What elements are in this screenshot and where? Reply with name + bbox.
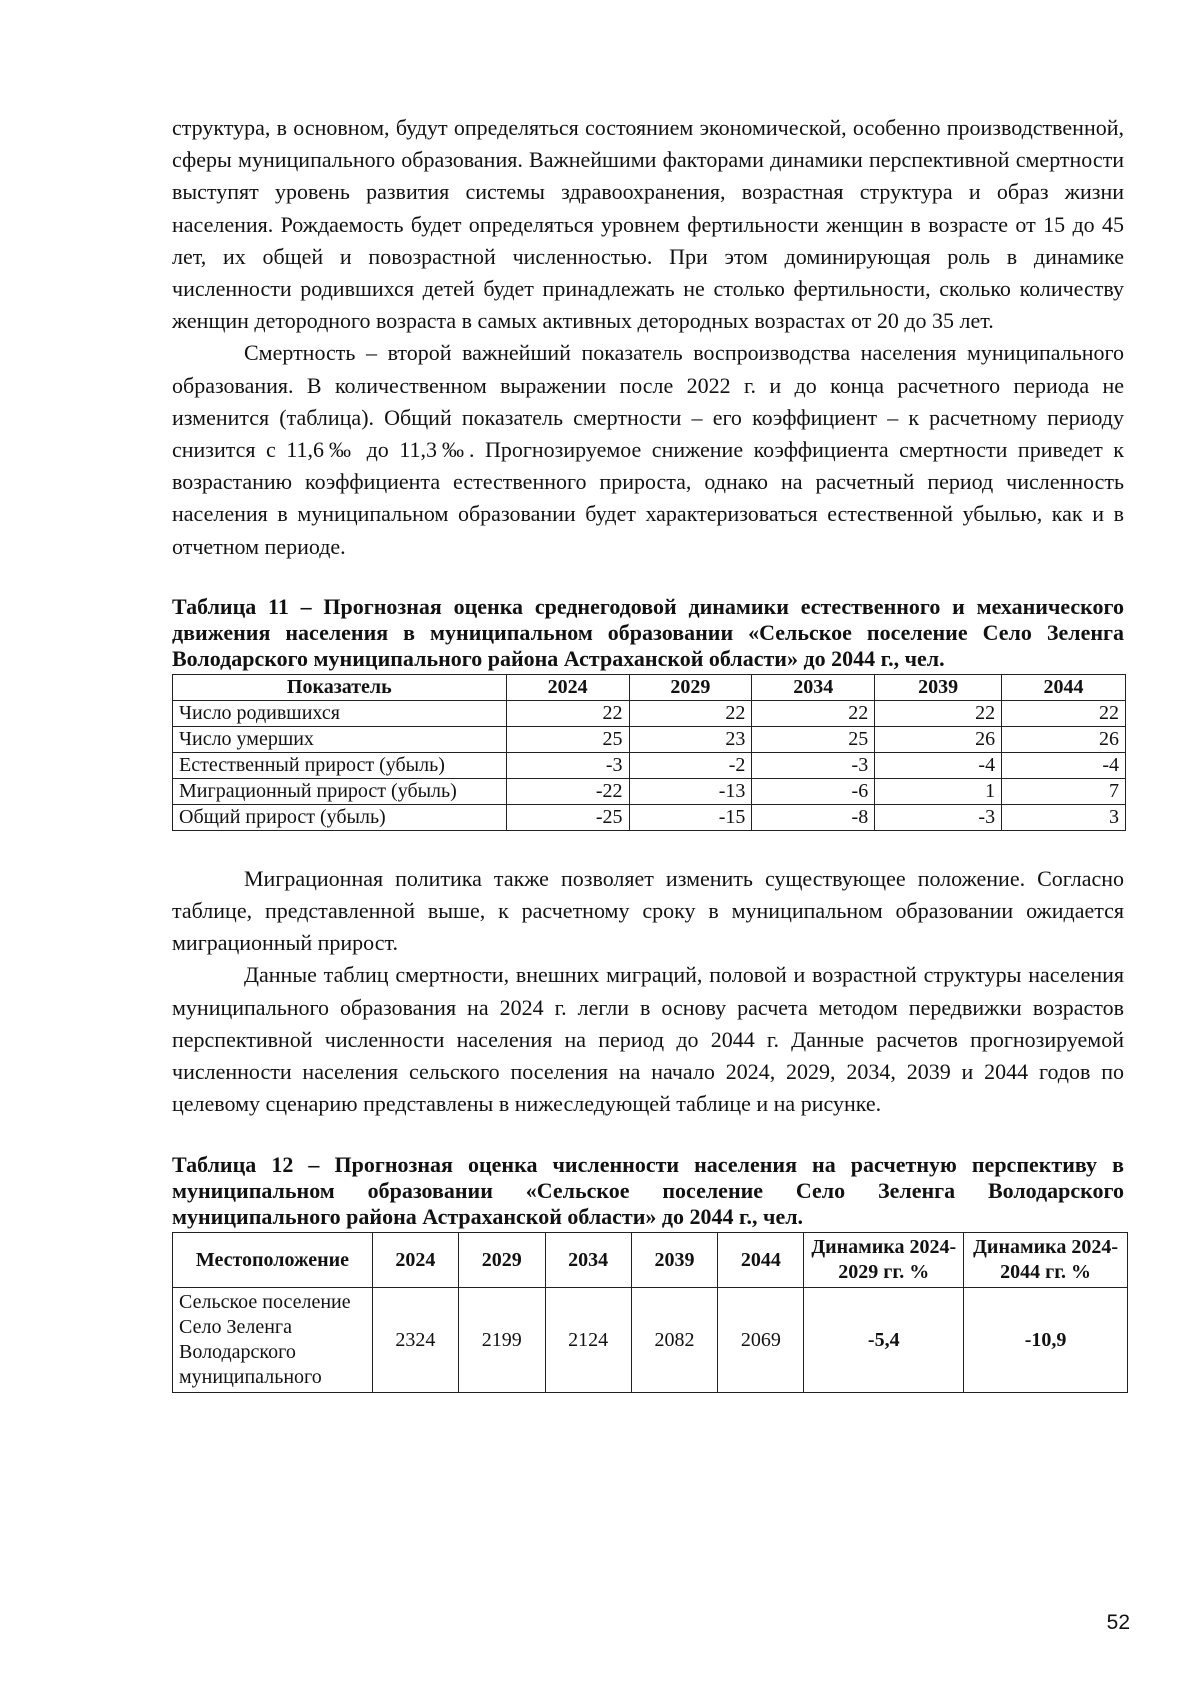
table-row [173, 700, 1126, 726]
table-cell: -8 [752, 804, 875, 830]
table-cell: -4 [1002, 752, 1126, 778]
paragraph-4: Данные таблиц смертности, внешних миграций, половой и возрастной структуры населения муниципального образования на 2024 г. легли в основу расчета методом передвижки возрастов перспективной численности населения на период до 2044 г. Данные расчетов прогнозируемой численности населения сельского поселения на начало 2024, 2029, 2034, 2039 и 2044 годов по целевому сценарию представлены в нижеследующей таблице и на рисунке. [172, 962, 1124, 1117]
table-cell: 22 [1002, 700, 1126, 726]
table-cell: 26 [1002, 726, 1126, 752]
table-cell: 22 [629, 700, 752, 726]
table-cell: 1 [875, 778, 1002, 804]
table-12-header: 2034 [545, 1233, 631, 1288]
table-cell: 25 [752, 726, 875, 752]
table-cell: -3 [752, 752, 875, 778]
paragraph-2: Смертность – второй важнейший показатель воспроизводства населения муниципального образования. В количественном выражении после 2022 г. и до конца расчетного периода не изменится (таблица). Общий показатель смертности – его коэффициент – к расчетному периоду снизится с 11,6‰ до 11,3‰. Прогнозируемое снижение коэффициента смертности приведет к возрастанию коэффициента естественного прироста, однако на расчетный период численность населения в муниципальном образовании будет характеризоваться естественной убылью, как и в отчетном периоде. [172, 340, 1124, 559]
table-cell: -4 [875, 752, 1002, 778]
table-11-header-row [173, 674, 1126, 700]
row-label: Миграционный прирост (убыль) [173, 778, 507, 804]
table-11-caption: Таблица 11 – Прогнозная оценка среднегодовой динамики естественного и механического движения населения в муниципальном образовании «Сельское поселение Село Зеленга Володарского муниципального района Астраханской области» до 2044 г., чел. [172, 593, 1124, 671]
table-cell-dynamics-2024-2029: -5,4 [804, 1288, 964, 1393]
table-cell: 2069 [718, 1288, 804, 1393]
table-row [173, 1288, 1128, 1393]
table-12-header: Динамика 2024-2044 гг. % [964, 1233, 1128, 1288]
document-page [172, 112, 1124, 1393]
row-label: Общий прирост (убыль) [173, 804, 507, 830]
table-cell: 22 [875, 700, 1002, 726]
table-cell: -3 [875, 804, 1002, 830]
table-12-header: Динамика 2024-2029 гг. % [804, 1233, 964, 1288]
table-row [173, 752, 1126, 778]
table-cell: 22 [506, 700, 629, 726]
table-cell: -22 [506, 778, 629, 804]
table-cell: -25 [506, 804, 629, 830]
page-number: 52 [1106, 1611, 1130, 1634]
table-12 [172, 1232, 1128, 1393]
table-11-header: 2024 [506, 674, 629, 700]
row-label: Число умерших [173, 726, 507, 752]
table-cell: -15 [629, 804, 752, 830]
row-label: Сельское поселение Село Зеленга Володарского муниципального [173, 1288, 373, 1393]
paragraph-1: структура, в основном, будут определяться состоянием экономической, особенно производственной, сферы муниципального образования. Важнейшими факторами динамики перспективной смертности выступят уровень развития системы здравоохранения, возрастная структура и образ жизни населения. Рождаемость будет определяться уровнем фертильности женщин в возрасте от 15 до 45 лет, их общей и повозрастной численностью. При этом доминирующая роль в динамике численности родившихся детей будет принадлежать не столько фертильности, сколько количеству женщин детородного возраста в самых активных детородных возрастах от 20 до 35 лет. [172, 115, 1124, 334]
table-cell: -6 [752, 778, 875, 804]
table-cell: -3 [506, 752, 629, 778]
table-cell: 2082 [631, 1288, 718, 1393]
table-11-header: 2029 [629, 674, 752, 700]
table-11-header: 2039 [875, 674, 1002, 700]
table-12-header-row [173, 1233, 1128, 1288]
table-row [173, 726, 1126, 752]
table-cell: -13 [629, 778, 752, 804]
table-row [173, 804, 1126, 830]
table-cell: 23 [629, 726, 752, 752]
row-label: Число родившихся [173, 700, 507, 726]
table-cell: 25 [506, 726, 629, 752]
table-cell: 2199 [458, 1288, 545, 1393]
table-12-header: 2024 [372, 1233, 458, 1288]
table-11-header: 2034 [752, 674, 875, 700]
table-12-header: Местоположение [173, 1233, 373, 1288]
table-cell: -2 [629, 752, 752, 778]
table-12-header: 2029 [458, 1233, 545, 1288]
table-cell: 7 [1002, 778, 1126, 804]
table-cell: 26 [875, 726, 1002, 752]
table-12-caption: Таблица 12 – Прогнозная оценка численности населения на расчетную перспективу в муниципальном образовании «Сельское поселение Село Зеленга Володарского муниципального района Астраханской области» до 2044 г., чел. [172, 1152, 1124, 1230]
table-11 [172, 674, 1126, 831]
paragraph-3: Миграционная политика также позволяет изменить существующее положение. Согласно таблице, представленной выше, к расчетному сроку в муниципальном образовании ожидается миграционный прирост. [172, 865, 1124, 956]
table-cell: 2324 [372, 1288, 458, 1393]
table-cell: 22 [752, 700, 875, 726]
table-12-header: 2039 [631, 1233, 718, 1288]
table-row [173, 778, 1126, 804]
table-12-header: 2044 [718, 1233, 804, 1288]
table-cell: 3 [1002, 804, 1126, 830]
table-11-header: Показатель [173, 674, 507, 700]
row-label: Естественный прирост (убыль) [173, 752, 507, 778]
table-cell-dynamics-2024-2044: -10,9 [964, 1288, 1128, 1393]
table-cell: 2124 [545, 1288, 631, 1393]
table-11-header: 2044 [1002, 674, 1126, 700]
